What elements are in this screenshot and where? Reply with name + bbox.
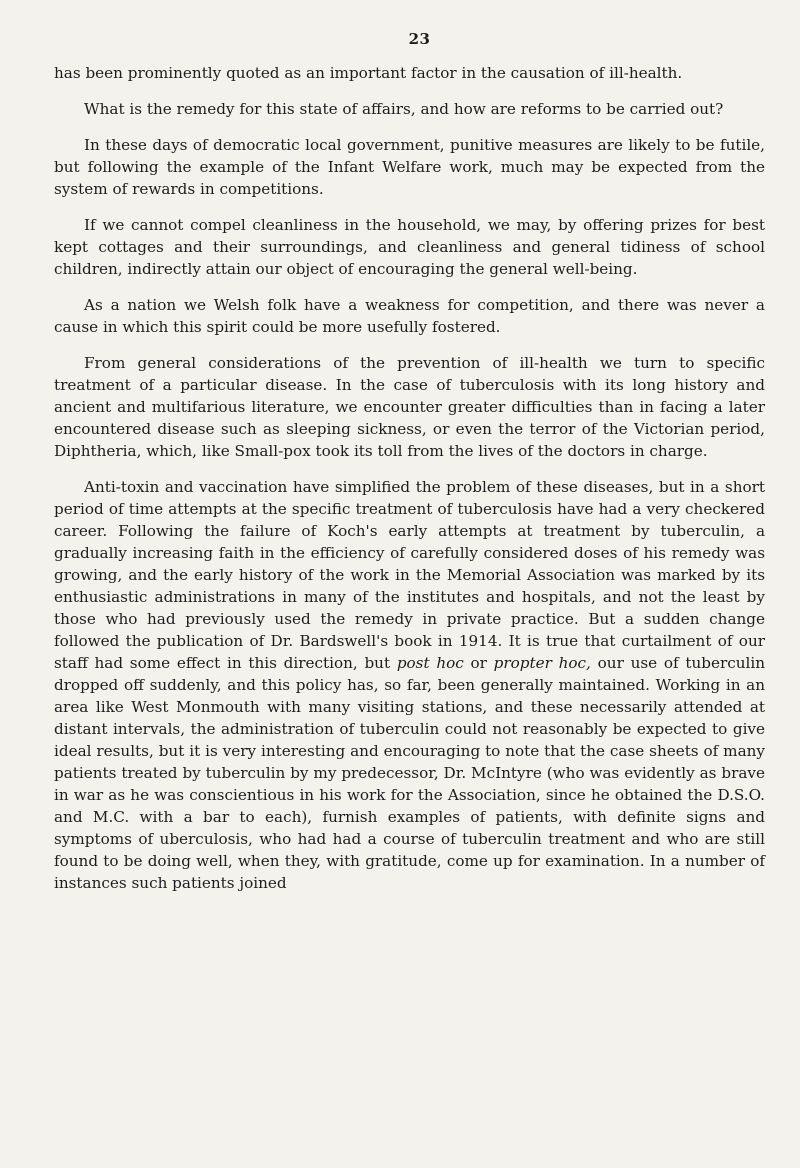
- tuberculin-text-part2: our use of tuberculin dropped off suddenly, and this policy has, so far, been generally maintained. Working in an area like West Monmouth with many visiting stations, and these necessarily attended at distant intervals, the administration of tuberculin could not reasonably be expected to give ideal results, but it is very interesting and encouraging to note that the case sheets of many patients treated by tuberculin by my predecessor, Dr. McIntyre (who was evidently as brave in war as he was conscientious in his work for the Association, since he obtained the D.S.O. and M.C. with a bar to each), furnish examples of patients, with definite signs and symptoms of uberculosis, who had had a course of tuberculin treatment and who are still found to be doing well, when they, with gratitude, come up for examination. In a number of instances such patients joined: [54, 654, 766, 892]
- latin-propter-hoc: propter hoc,: [493, 654, 591, 672]
- paragraph-remedy-question: What is the remedy for this state of affairs, and how are reforms to be carried out?: [84, 100, 724, 118]
- paragraph-tuberculin-history: [54, 476, 765, 894]
- latin-post-hoc: post hoc: [396, 654, 464, 672]
- paragraph-ill-health-continuation: has been prominently quoted as an important factor in the causation of ill-health.: [54, 64, 683, 82]
- latin-connector: or: [470, 654, 487, 672]
- paragraph-cleanliness-prizes: If we cannot compel cleanliness in the household, we may, by offering prizes for best kept cottages and their surroundings, and cleanliness and general tidiness of school children, indirectly attain our object of encouraging the general well-being.: [54, 216, 765, 278]
- paragraph-democratic-government: In these days of democratic local government, punitive measures are likely to be futile, but following the example of the Infant Welfare work, much may be expected from the system of rewards in competitions.: [54, 136, 765, 198]
- paragraph-specific-treatment: From general considerations of the prevention of ill-health we turn to specific treatment of a particular disease. In the case of tuberculosis with its long history and ancient and multifarious literature, we encounter greater difficulties than in facing a later encountered disease such as sleeping sickness, or even the terror of the Victorian period, Diphtheria, which, like Small-pox took its toll from the lives of the doctors in charge.: [54, 354, 765, 460]
- tuberculin-text-part1: Anti-toxin and vaccination have simplified the problem of these diseases, but in a short period of time attempts at the specific treatment of tuberculosis have had a very checkered career. Following the failure of Koch's early attempts at treatment by tuberculin, a gradually increasing faith in the efficiency of carefully considered doses of his remedy was growing, and the early history of the work in the Memorial Association was marked by its enthusiastic administrations in many of the institutes and hospitals, and not the least by those who had previously used the remedy in private practice. But a sudden change followed the publication of Dr. Bardswell's book in 1914. It is true that curtailment of our staff had some effect in this direction, but: [54, 478, 765, 672]
- page-number: 23: [408, 30, 431, 48]
- paragraph-welsh-competition: As a nation we Welsh folk have a weakness for competition, and there was never a cause in which this spirit could be more usefully fostered.: [54, 296, 765, 336]
